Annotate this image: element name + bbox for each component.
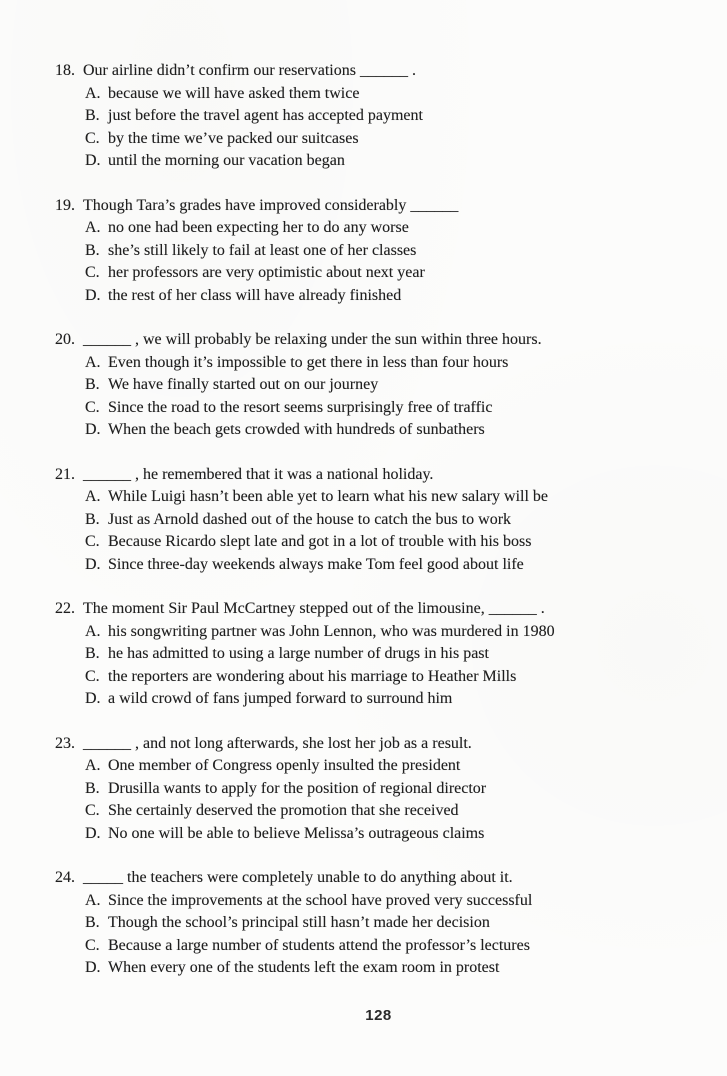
option-row bbox=[85, 935, 699, 958]
option-letter: B. bbox=[85, 645, 100, 662]
question-stem: Our airline didn’t confirm our reservations ______ . bbox=[83, 62, 416, 79]
option-letter: A. bbox=[85, 622, 101, 640]
question-number: 19. bbox=[55, 196, 75, 214]
option-row bbox=[85, 666, 699, 689]
page-number: 128 bbox=[365, 1007, 392, 1024]
option-letter: D. bbox=[85, 286, 101, 304]
option-text: Because a large number of students attend the professor’s lectures bbox=[108, 936, 530, 954]
question-number: 21. bbox=[55, 465, 75, 483]
question-stem-row bbox=[55, 60, 699, 83]
question-block bbox=[55, 867, 699, 980]
option-text: she’s still likely to fail at least one of her classes bbox=[108, 241, 417, 259]
question-block bbox=[55, 733, 699, 846]
option-letter: A. bbox=[85, 353, 101, 371]
option-text: We have finally started out on our journey bbox=[108, 376, 379, 393]
option-row bbox=[85, 778, 699, 801]
option-row bbox=[85, 531, 699, 554]
question-number: 22. bbox=[55, 600, 75, 617]
option-text: he has admitted to using a large number of drugs in his past bbox=[108, 645, 489, 662]
question-stem-row bbox=[55, 464, 699, 487]
option-text: Since three-day weekends always make Tom feel good about life bbox=[108, 555, 524, 573]
option-letter: B. bbox=[85, 376, 100, 393]
option-letter: B. bbox=[85, 510, 100, 528]
option-row bbox=[85, 419, 699, 442]
option-text: Just as Arnold dashed out of the house to catch the bus to work bbox=[108, 510, 512, 528]
option-letter: C. bbox=[85, 533, 100, 550]
option-letter: B. bbox=[85, 107, 100, 124]
option-letter: D. bbox=[85, 690, 101, 707]
question-block bbox=[55, 60, 699, 173]
option-row bbox=[85, 912, 699, 935]
option-row bbox=[85, 800, 699, 823]
question-stem: ______ , and not long afterwards, she lost her job as a result. bbox=[83, 734, 472, 752]
option-letter: C. bbox=[85, 264, 100, 281]
option-letter: A. bbox=[85, 488, 101, 505]
question-block bbox=[55, 329, 699, 442]
question-stem: ______ , we will probably be relaxing under the sun within three hours. bbox=[83, 331, 542, 348]
option-text: no one had been expecting her to do any worse bbox=[108, 219, 409, 236]
option-row bbox=[85, 643, 699, 666]
option-letter: C. bbox=[85, 398, 100, 416]
option-row bbox=[85, 240, 699, 263]
option-row bbox=[85, 621, 699, 644]
question-block bbox=[55, 195, 699, 308]
option-row bbox=[85, 755, 699, 778]
option-letter: B. bbox=[85, 241, 100, 259]
option-letter: D. bbox=[85, 959, 101, 976]
option-row bbox=[85, 823, 699, 846]
option-letter: C. bbox=[85, 936, 100, 954]
question-number: 24. bbox=[55, 869, 75, 886]
question-stem: ______ , he remembered that it was a national holiday. bbox=[83, 465, 434, 483]
option-row bbox=[85, 352, 699, 375]
option-letter: A. bbox=[85, 84, 101, 102]
option-text: because we will have asked them twice bbox=[108, 84, 360, 102]
question-number: 20. bbox=[55, 331, 75, 348]
option-letter: D. bbox=[85, 824, 101, 842]
options bbox=[55, 83, 699, 173]
question-stem-row bbox=[55, 329, 699, 352]
option-row bbox=[85, 128, 699, 151]
option-text: the reporters are wondering about his marriage to Heather Mills bbox=[108, 667, 517, 685]
option-text: just before the travel agent has accepted payment bbox=[108, 107, 423, 124]
option-letter: D. bbox=[85, 421, 101, 438]
option-text: Though the school’s principal still hasn’t made her decision bbox=[108, 914, 490, 931]
option-text: his songwriting partner was John Lennon, who was murdered in 1980 bbox=[108, 622, 555, 640]
option-text: Even though it’s impossible to get there in less than four hours bbox=[108, 353, 509, 371]
option-text: Drusilla wants to apply for the position of regional director bbox=[108, 779, 487, 797]
option-row bbox=[85, 285, 699, 308]
option-text: While Luigi hasn’t been able yet to learn what his new salary will be bbox=[108, 488, 549, 505]
options bbox=[55, 621, 699, 711]
option-text: a wild crowd of fans jumped forward to surround him bbox=[108, 690, 453, 707]
option-letter: A. bbox=[85, 757, 101, 774]
option-row bbox=[85, 374, 699, 397]
question-stem: The moment Sir Paul McCartney stepped out of the limousine, ______ . bbox=[83, 600, 545, 617]
option-row bbox=[85, 957, 699, 980]
question-stem-row bbox=[55, 867, 699, 890]
options bbox=[55, 486, 699, 576]
option-text: Because Ricardo slept late and got in a lot of trouble with his boss bbox=[108, 533, 532, 550]
option-row bbox=[85, 150, 699, 173]
option-letter: C. bbox=[85, 802, 100, 819]
question-stem-row bbox=[55, 195, 699, 218]
option-text: by the time we’ve packed our suitcases bbox=[108, 129, 359, 147]
option-letter: A. bbox=[85, 219, 101, 236]
question-stem-row bbox=[55, 733, 699, 756]
option-letter: C. bbox=[85, 129, 100, 147]
option-text: her professors are very optimistic about next year bbox=[108, 264, 425, 281]
option-letter: C. bbox=[85, 667, 100, 685]
option-text: She certainly deserved the promotion that she received bbox=[108, 802, 459, 819]
option-text: the rest of her class will have already finished bbox=[108, 286, 402, 304]
question-stem: _____ the teachers were completely unable to do anything about it. bbox=[83, 869, 513, 886]
options bbox=[55, 755, 699, 845]
question-stem-row bbox=[55, 598, 699, 621]
options bbox=[55, 890, 699, 980]
option-row bbox=[85, 890, 699, 913]
option-letter: D. bbox=[85, 152, 101, 169]
option-row bbox=[85, 554, 699, 577]
question-number: 18. bbox=[55, 62, 75, 79]
option-text: Since the road to the resort seems surprisingly free of traffic bbox=[108, 398, 493, 416]
option-row bbox=[85, 688, 699, 711]
option-letter: D. bbox=[85, 555, 101, 573]
options bbox=[55, 352, 699, 442]
option-row bbox=[85, 83, 699, 106]
option-row bbox=[85, 217, 699, 240]
option-text: No one will be able to believe Melissa’s outrageous claims bbox=[108, 824, 485, 842]
option-letter: A. bbox=[85, 891, 101, 909]
option-text: until the morning our vacation began bbox=[108, 152, 345, 169]
option-text: When every one of the students left the exam room in protest bbox=[108, 959, 500, 976]
option-letter: B. bbox=[85, 914, 100, 931]
option-row bbox=[85, 509, 699, 532]
option-text: One member of Congress openly insulted the president bbox=[108, 757, 461, 774]
option-row bbox=[85, 105, 699, 128]
option-row bbox=[85, 262, 699, 285]
question-block bbox=[55, 598, 699, 711]
question-block bbox=[55, 464, 699, 577]
option-row bbox=[85, 486, 699, 509]
option-text: When the beach gets crowded with hundreds of sunbathers bbox=[108, 421, 485, 438]
question-stem: Though Tara’s grades have improved considerably ______ bbox=[83, 196, 459, 214]
option-text: Since the improvements at the school have proved very successful bbox=[108, 891, 533, 909]
option-row bbox=[85, 397, 699, 420]
option-letter: B. bbox=[85, 779, 100, 797]
question-number: 23. bbox=[55, 734, 75, 752]
options bbox=[55, 217, 699, 307]
